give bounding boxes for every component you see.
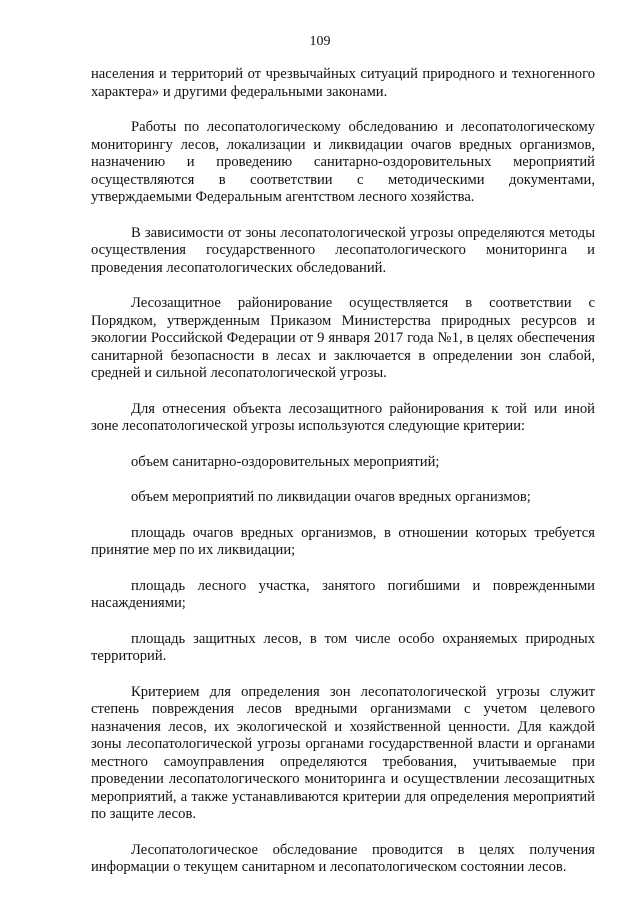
criteria-item-4: площадь лесного участка, занятого погибшими и поврежденными насаждениями; [91, 577, 595, 611]
page-number: 109 [309, 34, 331, 49]
paragraph-2: Работы по лесопатологическому обследованию и лесопатологическому мониторингу лесов, локализации и ликвидации очагов вредных организмов, назначению и проведению санитарно-оздоровительных мероприятий осуществляются в соответствии с методическими документами, утверждаемыми Федеральным агентством лесного хозяйства. [91, 119, 595, 205]
paragraph-3: В зависимости от зоны лесопатологической угрозы определяются методы осуществления государственного лесопатологического мониторинга и проведения лесопатологических обследований. [91, 224, 595, 276]
document-body [91, 66, 595, 895]
paragraph-6: Критерием для определения зон лесопатологической угрозы служит степень повреждения лесов вредными организмами с учетом целевого назначения лесов, их экологической и хозяйственной ценности. Для каждой зоны лесопатологической угрозы органами государственной власти и органами местного самоуправления определяются требования, учитываемые при проведении лесопатологического мониторинга и осуществлении лесозащитных мероприятий, а также устанавливаются критерии для определения мероприятий по защите лесов. [91, 683, 595, 822]
paragraph-4: Лесозащитное районирование осуществляется в соответствии с Порядком, утвержденным Приказом Министерства природных ресурсов и экологии Российской Федерации от 9 января 2017 года №1, в целях обеспечения санитарной безопасности в лесах и заключается в определении зон слабой, средней и сильной лесопатологической угрозы. [91, 295, 595, 381]
paragraph-7: Лесопатологическое обследование проводится в целях получения информации о текущем санитарном и лесопатологическом состоянии лесов. [91, 841, 595, 875]
criteria-item-2: объем мероприятий по ликвидации очагов вредных организмов; [131, 489, 531, 505]
paragraph-5: Для отнесения объекта лесозащитного районирования к той или иной зоне лесопатологической угрозы используются следующие критерии: [91, 400, 595, 434]
criteria-item-3: площадь очагов вредных организмов, в отношении которых требуется принятие мер по их ликвидации; [91, 524, 595, 558]
paragraph-1: населения и территорий от чрезвычайных ситуаций природного и техногенного характера» и другими федеральными законами. [91, 66, 595, 100]
criteria-item-1: объем санитарно-оздоровительных мероприятий; [131, 453, 440, 470]
criteria-item-5: площадь защитных лесов, в том числе особо охраняемых природных территорий. [91, 630, 595, 664]
